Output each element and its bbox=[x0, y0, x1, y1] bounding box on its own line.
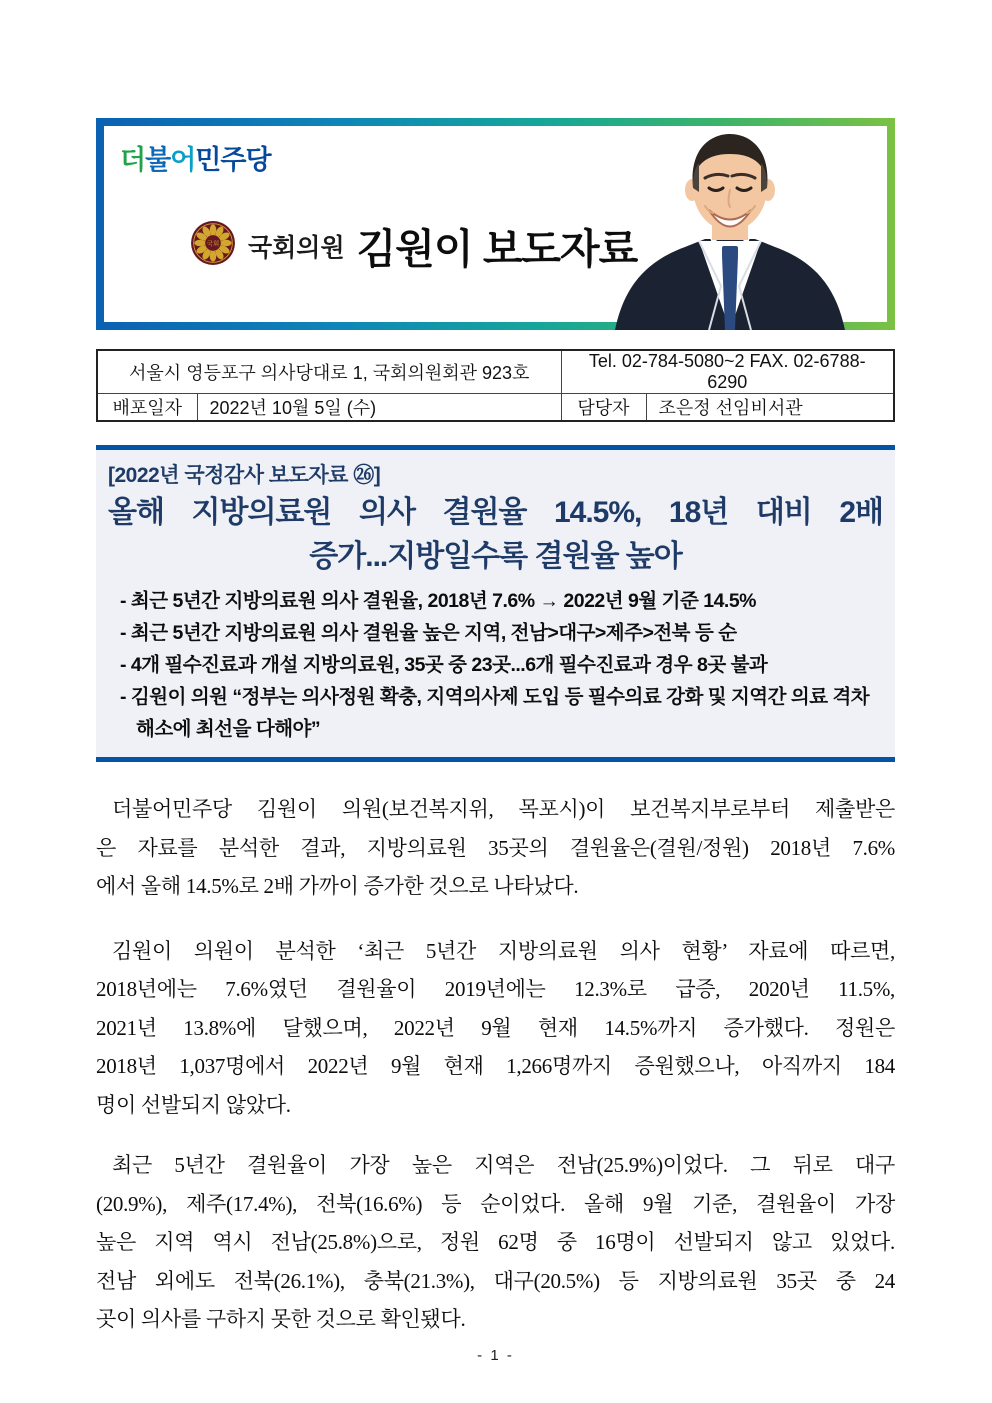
header-banner bbox=[96, 118, 895, 330]
member-of-assembly-label: 국회의원 bbox=[248, 233, 345, 262]
release-date-value: 2022년 10월 5일 (수) bbox=[197, 394, 561, 422]
body-paragraph-2 bbox=[96, 932, 895, 1125]
press-release-page bbox=[96, 0, 895, 1364]
table-row bbox=[97, 394, 894, 422]
paragraph-line: 은 자료를 분석한 결과, 지방의료원 35곳의 결원율은(결원/정원) 2018년 7.6% bbox=[96, 835, 895, 860]
headline-box bbox=[96, 445, 895, 762]
paragraph-line: 높은 지역 역시 전남(25.8%)으로, 정원 62명 중 16명이 선발되지 않고 있었다. bbox=[96, 1230, 895, 1254]
manager-name: 조은정 선임비서관 bbox=[646, 394, 894, 422]
paragraph-line: 전남 외에도 전북(26.1%), 충북(21.3%), 대구(20.5%) 등 지방의료원 35곳 중 24 bbox=[96, 1268, 895, 1293]
paragraph-line: 명이 선발되지 않았다. bbox=[96, 1092, 291, 1117]
headline-bullet: - 4개 필수진료과 개설 지방의료원, 35곳 중 23곳...6개 필수진료과 경우 8곳 불과 bbox=[120, 654, 768, 676]
table-row bbox=[97, 350, 894, 394]
headline-title-line2: 증가...지방일수록 결원율 높아 bbox=[309, 540, 682, 573]
headline-kicker: [2022년 국정감사 보도자료 ㉖] bbox=[108, 464, 381, 487]
paragraph-line: 최근 5년간 결원율이 가장 높은 지역은 전남(25.9%)이었다. 그 뒤로 대구 bbox=[112, 1153, 895, 1177]
office-address: 서울시 영등포구 의사당대로 1, 국회의원회관 923호 bbox=[97, 350, 561, 394]
headline-bullet: - 김원이 의원 “정부는 의사정원 확충, 지역의사제 도입 등 필수의료 강화 및 지역간 의료 격차 해소에 최선을 다해야” bbox=[120, 686, 870, 740]
paragraph-line: 더불어민주당 김원이 의원(보건복지위, 목포시)이 보건복지부로부터 제출받은 bbox=[112, 797, 895, 821]
headline-title-line1: 올해 지방의료원 의사 결원율 14.5%, 18년 대비 2배 bbox=[108, 496, 883, 529]
paragraph-line: 에서 올해 14.5%로 2배 가까이 증가한 것으로 나타났다. bbox=[96, 874, 579, 898]
header-title-row bbox=[190, 216, 637, 275]
press-release-title: 김원이 보도자료 bbox=[356, 226, 638, 272]
headline-title bbox=[108, 491, 883, 579]
party-logo-char: 당 bbox=[245, 145, 271, 175]
contact-table bbox=[96, 349, 895, 422]
portrait-photo bbox=[605, 130, 855, 330]
manager-label: 담당자 bbox=[561, 394, 646, 422]
party-logo-char: 주 bbox=[220, 145, 246, 175]
page-number: - 1 - bbox=[477, 1346, 514, 1364]
headline-bullet: - 최근 5년간 지방의료원 의사 결원율 높은 지역, 전남>대구>제주>전북 등 순 bbox=[120, 622, 737, 644]
phone-fax: Tel. 02-784-5080~2 FAX. 02-6788-6290 bbox=[561, 350, 894, 394]
release-date-label: 배포일자 bbox=[97, 394, 197, 422]
party-logo-char: 불 bbox=[145, 145, 171, 175]
party-logo bbox=[120, 138, 271, 177]
body-paragraph-1 bbox=[96, 790, 895, 906]
paragraph-line: 2018년 1,037명에서 2022년 9월 현재 1,266명까지 증원했으나, 아직까지 184 bbox=[96, 1054, 895, 1078]
paragraph-line: 김원이 의원이 분석한 ‘최근 5년간 지방의료원 의사 현황’ 자료에 따르면, bbox=[112, 938, 895, 963]
party-logo-char: 어 bbox=[170, 145, 196, 175]
seal-text: 국회 bbox=[206, 240, 220, 248]
party-logo-char: 더 bbox=[120, 145, 146, 175]
paragraph-line: 2018년에는 7.6%였던 결원율이 2019년에는 12.3%로 급증, 2020년 11.5%, bbox=[96, 977, 895, 1001]
paragraph-line: 곳이 의사를 구하지 못한 것으로 확인됐다. bbox=[96, 1307, 466, 1331]
headline-bullet-list bbox=[108, 585, 883, 745]
paragraph-line: 2021년 13.8%에 달했으며, 2022년 9월 현재 14.5%까지 증가했다. 정원은 bbox=[96, 1015, 895, 1040]
national-assembly-seal-icon bbox=[190, 220, 236, 271]
paragraph-line: (20.9%), 제주(17.4%), 전북(16.6%) 등 순이었다. 올해 9월 기준, 결원율이 가장 bbox=[96, 1191, 895, 1216]
headline-bullet: - 최근 5년간 지방의료원 의사 결원율, 2018년 7.6% → 2022년 9월 기준 14.5% bbox=[120, 590, 757, 612]
party-logo-char: 민 bbox=[195, 145, 221, 175]
body-paragraph-3 bbox=[96, 1146, 895, 1339]
